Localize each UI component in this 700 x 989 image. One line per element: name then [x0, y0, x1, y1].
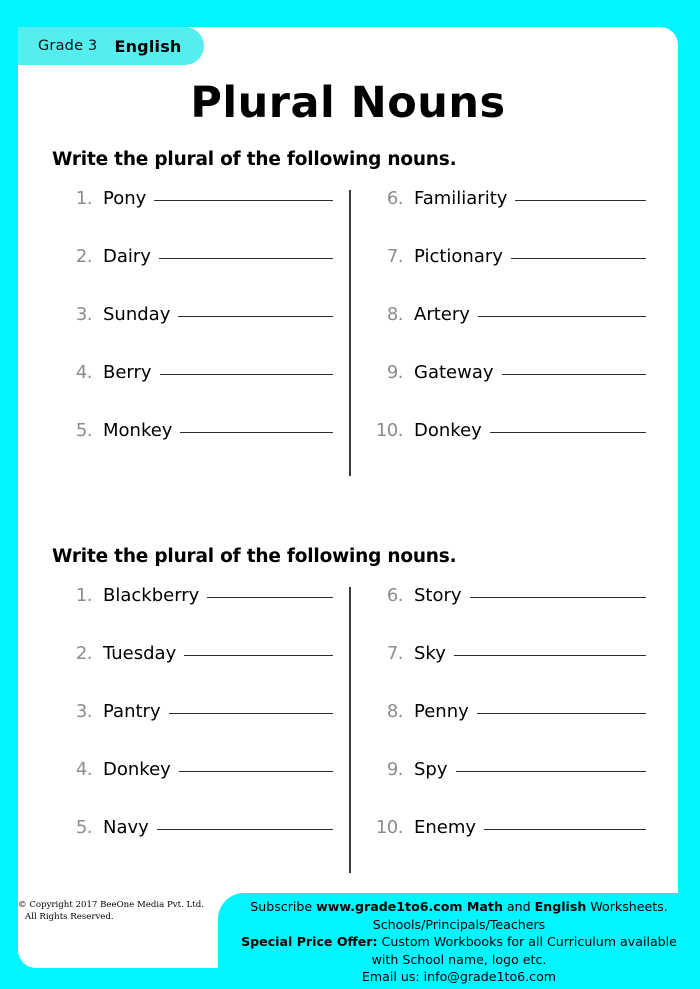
section-instruction: Write the plural of the following nouns. [52, 149, 457, 170]
promo-line-email[interactable]: Email us: info@grade1to6.com [361, 969, 557, 984]
question-number: 5. [75, 420, 92, 441]
answer-blank-line[interactable] [207, 597, 333, 598]
question-number: 1. [75, 585, 92, 606]
question-word: Tuesday [103, 643, 177, 664]
column-divider [349, 190, 351, 476]
promo-offer-label: Special Price Offer: [241, 934, 378, 949]
promo-offer-text: Custom Workbooks for all Curriculum available [377, 934, 677, 949]
copyright-line-2: All Rights Reserved. [25, 911, 114, 922]
column-divider [349, 587, 351, 873]
answer-blank-line[interactable] [490, 432, 646, 433]
question-number: 7. [386, 643, 403, 664]
answer-blank-line[interactable] [178, 316, 333, 317]
question-number: 4. [75, 362, 92, 383]
promo-line-subscribe [218, 898, 700, 916]
copyright-notice [18, 900, 218, 923]
question-number: 1. [75, 188, 92, 209]
question-number: 6. [386, 188, 403, 209]
promo-site-math[interactable]: www.grade1to6.com Math [316, 899, 503, 914]
question-number: 3. [75, 701, 92, 722]
question-row [369, 188, 646, 246]
question-number: 9. [386, 759, 403, 780]
question-word: Navy [103, 817, 149, 838]
question-number: 8. [386, 701, 403, 722]
question-word: Pantry [103, 701, 161, 722]
answer-blank-line[interactable] [454, 655, 646, 656]
question-row [62, 643, 333, 701]
answer-blank-line[interactable] [159, 258, 333, 259]
question-number: 4. [75, 759, 92, 780]
question-row [62, 188, 333, 246]
answer-blank-line[interactable] [478, 316, 646, 317]
question-number: 10. [375, 817, 403, 838]
question-row [62, 420, 333, 478]
question-row [62, 304, 333, 362]
question-word: Dairy [103, 246, 151, 267]
question-row [369, 585, 646, 643]
answer-blank-line[interactable] [502, 374, 646, 375]
question-column-left [48, 188, 349, 478]
question-column-right [349, 188, 650, 478]
section-instruction: Write the plural of the following nouns. [52, 546, 457, 567]
question-word: Penny [414, 701, 469, 722]
answer-blank-line[interactable] [456, 771, 646, 772]
question-word: Monkey [103, 420, 173, 441]
promo-subscribe-pre: Subscribe [250, 899, 317, 914]
answer-blank-line[interactable] [470, 597, 646, 598]
question-row [62, 759, 333, 817]
question-row [62, 585, 333, 643]
question-word: Gateway [414, 362, 494, 383]
question-row [369, 246, 646, 304]
answer-blank-line[interactable] [169, 713, 333, 714]
question-row [62, 701, 333, 759]
subject-label: English [114, 36, 182, 56]
question-number: 7. [386, 246, 403, 267]
answer-blank-line[interactable] [515, 200, 646, 201]
question-word: Artery [414, 304, 470, 325]
question-row [62, 362, 333, 420]
answer-blank-line[interactable] [154, 200, 333, 201]
question-word: Story [414, 585, 462, 606]
question-number: 8. [386, 304, 403, 325]
question-word: Sky [414, 643, 446, 664]
question-row [62, 817, 333, 875]
question-number: 2. [75, 246, 92, 267]
question-row [369, 817, 646, 875]
question-row [369, 643, 646, 701]
question-number: 5. [75, 817, 92, 838]
question-column-left [48, 585, 349, 875]
question-columns [48, 585, 650, 875]
promo-subscribe-post: Worksheets. [586, 899, 668, 914]
question-number: 9. [386, 362, 403, 383]
promo-line-offer [218, 933, 700, 951]
question-number: 10. [375, 420, 403, 441]
question-number: 2. [75, 643, 92, 664]
promo-line-audience: Schools/Principals/Teachers [372, 916, 546, 932]
question-word: Donkey [103, 759, 171, 780]
promo-english: English [534, 899, 587, 914]
answer-blank-line[interactable] [179, 771, 333, 772]
question-word: Pony [103, 188, 147, 209]
question-columns [48, 188, 650, 478]
question-word: Spy [414, 759, 448, 780]
question-word: Donkey [414, 420, 482, 441]
promo-footer [218, 893, 700, 989]
grade-label: Grade 3 [38, 38, 98, 54]
question-word: Sunday [103, 304, 171, 325]
answer-blank-line[interactable] [184, 655, 333, 656]
page-title: Plural Nouns [190, 78, 506, 128]
question-row [369, 362, 646, 420]
answer-blank-line[interactable] [160, 374, 333, 375]
question-column-right [349, 585, 650, 875]
exercise-section-2 [18, 546, 678, 875]
question-word: Berry [103, 362, 152, 383]
answer-blank-line[interactable] [157, 829, 333, 830]
question-row [369, 420, 646, 478]
question-row [62, 246, 333, 304]
answer-blank-line[interactable] [180, 432, 333, 433]
question-row [369, 304, 646, 362]
answer-blank-line[interactable] [484, 829, 646, 830]
question-word: Enemy [414, 817, 477, 838]
promo-subscribe-mid: and [502, 899, 535, 914]
copyright-line-1: © Copyright 2017 BeeOne Media Pvt. Ltd. [18, 900, 204, 910]
answer-blank-line[interactable] [477, 713, 646, 714]
question-number: 6. [386, 585, 403, 606]
question-word: Pictionary [414, 246, 503, 267]
question-number: 3. [75, 304, 92, 325]
promo-line-branding: with School name, logo etc. [371, 951, 547, 967]
grade-subject-badge [18, 27, 204, 65]
question-word: Familiarity [414, 188, 508, 209]
question-row [369, 701, 646, 759]
question-word: Blackberry [103, 585, 200, 606]
worksheet-page [18, 27, 678, 968]
answer-blank-line[interactable] [511, 258, 646, 259]
exercise-section-1 [18, 149, 678, 478]
question-row [369, 759, 646, 817]
